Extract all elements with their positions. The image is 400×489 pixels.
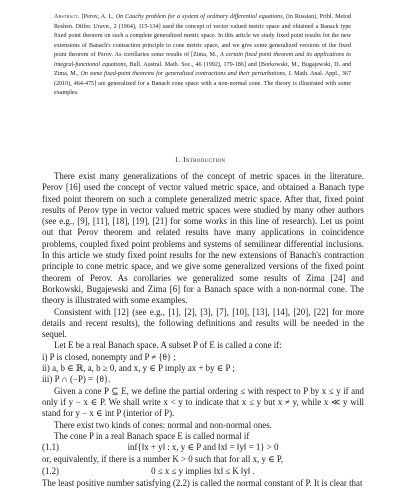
cited-title: On some fixed-point theorems for generalized contractions and their perturbations <box>80 71 286 78</box>
cone-condition-3: iii) P ∩ (−P) = {θ}. <box>42 374 111 385</box>
paragraph: The least positive number satisfying (2.2) is called the normal constant of P. It is clear that <box>42 477 363 488</box>
equation: 0 ≤ x ≤ y implies ‖x‖ ≤ K ‖y‖ . <box>151 465 255 476</box>
abstract-text: [Perov, A. I., <box>79 14 116 20</box>
paragraph: Let E be a real Banach space. A subset P of E is called a cone if: <box>54 340 282 351</box>
paragraph: There exist many generalizations of the concept of metric spaces in the literature. Perov [16] used the concept of vector valued metric space, and obtained a Banach type fixed point theorem on such a complete generalized metric space. After that, fixed point results of Perov type in vector valued metric spaces were studied by many other authors (see e.g., [9], [11], [18], [19], [21] for some works in this line of research). Let us point out that Perov theorem and related results have many applications in coincidence problems, coupled fixed point problems and systems of semilinear differential inclusions. In this article we study fixed point results for the new extensions of Banach's contraction principle to cone metric space, and we give some generalized versions of the fixed point theorem of Perov. As corollaries we generalized some results of Zima [24] and Borkowski, Bugajewski and Zima [6] for a Banach space with a non-normal cone. The theory is illustrated with some examples. <box>42 171 364 306</box>
section-heading <box>0 155 400 164</box>
paragraph: The cone P in a real Banach space E is called normal if <box>54 430 250 441</box>
abstract-heading: Abstract. <box>54 14 80 20</box>
cited-title: A certain fixed point theorem and its applications to integral-functional equations <box>54 52 351 68</box>
abstract-text: , Bull. Austral. Math. Soc., 46 (1992), 179-186] and [Borkowski, M., Bugajewski, D. and Zima, M., <box>54 61 351 78</box>
equation-1-1 <box>42 442 364 454</box>
paragraph: Consistent with [12] (see e.g., [1], [2], [3], [7], [10], [13], [14], [20], [22] for more details and recent results), the following definitions and results will be needed in the sequel. <box>42 306 364 340</box>
abstract-text: , (in Russian), Pribl. Metod Reshen. Differ. Uravn., 2 (1964), 115-134] used the concept of vector valued metric space and obtained a Banach type fixed point theorem on such a complete generalized metric space. In this article we study fixed point results for the new extensions of Banach's contraction principle to cone metric space, and we give some generalized versions of the fixed point theorem of Perov. As corollaries some results of [Zima, M., <box>54 14 351 59</box>
paragraph: Given a cone P ⊆ E, we define the partial ordering ≤ with respect to P by x ≤ y if and only if y − x ∈ P. We shall write x < y to indicate that x ≤ y but x ≠ y, while x ≪ y will stand for y − x ∈ int P (interior of P). <box>42 385 364 419</box>
equation-1-2 <box>42 466 364 478</box>
abstract <box>54 13 351 99</box>
section-title: Introduction <box>183 155 226 164</box>
cone-condition-2: ii) a, b ∈ ℝ, a, b ≥ 0, and x, y ∈ P imply ax + by ∈ P ; <box>42 363 235 374</box>
cone-condition-1: i) P is closed, nonempty and P ≠ {θ} ; <box>42 351 176 362</box>
equation-number: (1.2) <box>42 465 60 476</box>
introduction-body <box>42 171 364 489</box>
cited-title: On Cauchy problem for a system of ordinary differential equations <box>115 14 283 20</box>
paragraph: There exist two kinds of cones: normal and non-normal ones. <box>54 419 272 430</box>
equation: inf{‖x + y‖ : x, y ∈ P and ‖x‖ = ‖y‖ = 1} > 0 <box>127 442 279 453</box>
equation-number: (1.1) <box>42 442 60 453</box>
paragraph: or, equivalently, if there is a number K > 0 such that for all x, y ∈ P, <box>42 454 284 465</box>
section-number: 1. <box>174 155 181 164</box>
abstract-text: , J. Math. Anal. Appl., 367 (2010), 464-475] are generalized for a Banach cone space with a non-normal cone. The theory is illustrated with some examples. <box>54 71 351 97</box>
